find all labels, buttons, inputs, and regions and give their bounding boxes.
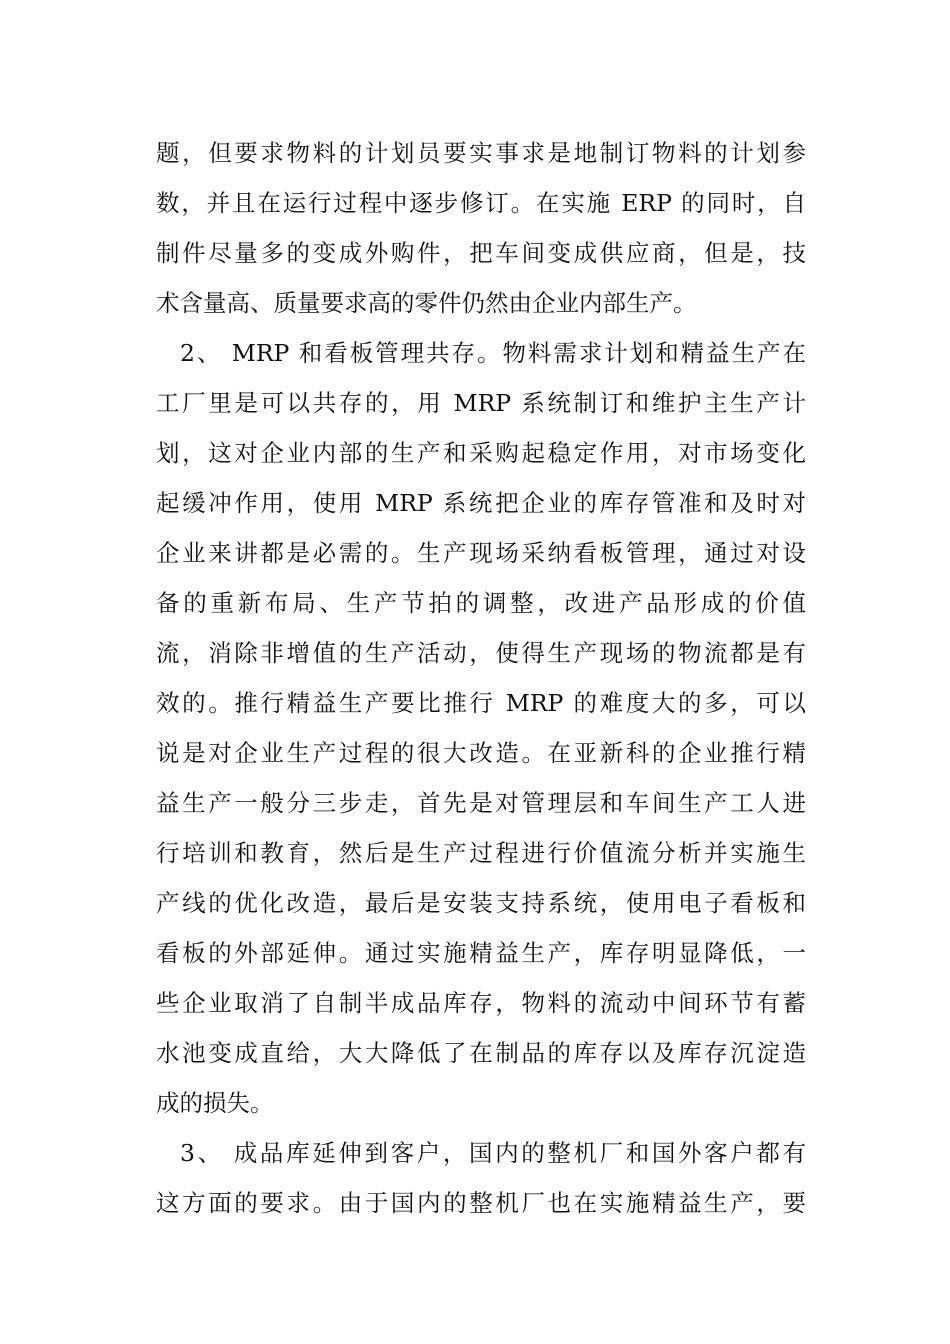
text-line: 划，这对企业内部的生产和采购起稳定作用，对市场变化 <box>156 439 806 467</box>
text-line: 益生产一般分三步走，首先是对管理层和车间生产工人进 <box>156 789 806 817</box>
text-line: 流，消除非增值的生产活动，使得生产现场的物流都是有 <box>156 639 806 667</box>
text-line: 水池变成直给，大大降低了在制品的库存以及库存沉淀造 <box>156 1039 806 1067</box>
text-line: 题，但要求物料的计划员要实事求是地制订物料的计划参 <box>156 139 806 167</box>
text-line: 成的损失。 <box>156 1089 274 1117</box>
text-line: 术含量高、质量要求高的零件仍然由企业内部生产。 <box>156 289 697 317</box>
text-line: 产线的优化改造，最后是安装支持系统，使用电子看板和 <box>156 889 806 917</box>
paragraph-continuation <box>156 128 806 328</box>
text-line: 效的。推行精益生产要比推行 MRP 的难度大的多，可以 <box>156 689 806 717</box>
text-line: 看板的外部延伸。通过实施精益生产，库存明显降低，一 <box>156 939 806 967</box>
paragraph-item-2 <box>156 328 806 1128</box>
text-line: 起缓冲作用，使用 MRP 系统把企业的库存管准和及时对 <box>156 489 806 517</box>
text-line: 备的重新布局、生产节拍的调整，改进产品形成的价值 <box>156 589 806 617</box>
text-line: 工厂里是可以共存的，用 MRP 系统制订和维护主生产计 <box>156 389 806 417</box>
paragraph-item-3 <box>156 1128 806 1228</box>
text-line: 这方面的要求。由于国内的整机厂也在实施精益生产，要 <box>156 1189 806 1217</box>
text-line: 制件尽量多的变成外购件，把车间变成供应商，但是，技 <box>156 239 806 267</box>
text-line: 行培训和教育，然后是生产过程进行价值流分析并实施生 <box>156 839 806 867</box>
body-text <box>156 128 806 1228</box>
text-line: 些企业取消了自制半成品库存，物料的流动中间环节有蓄 <box>156 989 806 1017</box>
text-line: 数，并且在运行过程中逐步修订。在实施 ERP 的同时，自 <box>156 189 806 217</box>
text-line: 说是对企业生产过程的很大改造。在亚新科的企业推行精 <box>156 739 806 767</box>
text-line: 3、 成品库延伸到客户，国内的整机厂和国外客户都有 <box>180 1139 806 1167</box>
text-line: 2、 MRP 和看板管理共存。物料需求计划和精益生产在 <box>180 339 806 367</box>
text-line: 企业来讲都是必需的。生产现场采纳看板管理，通过对设 <box>156 539 806 567</box>
